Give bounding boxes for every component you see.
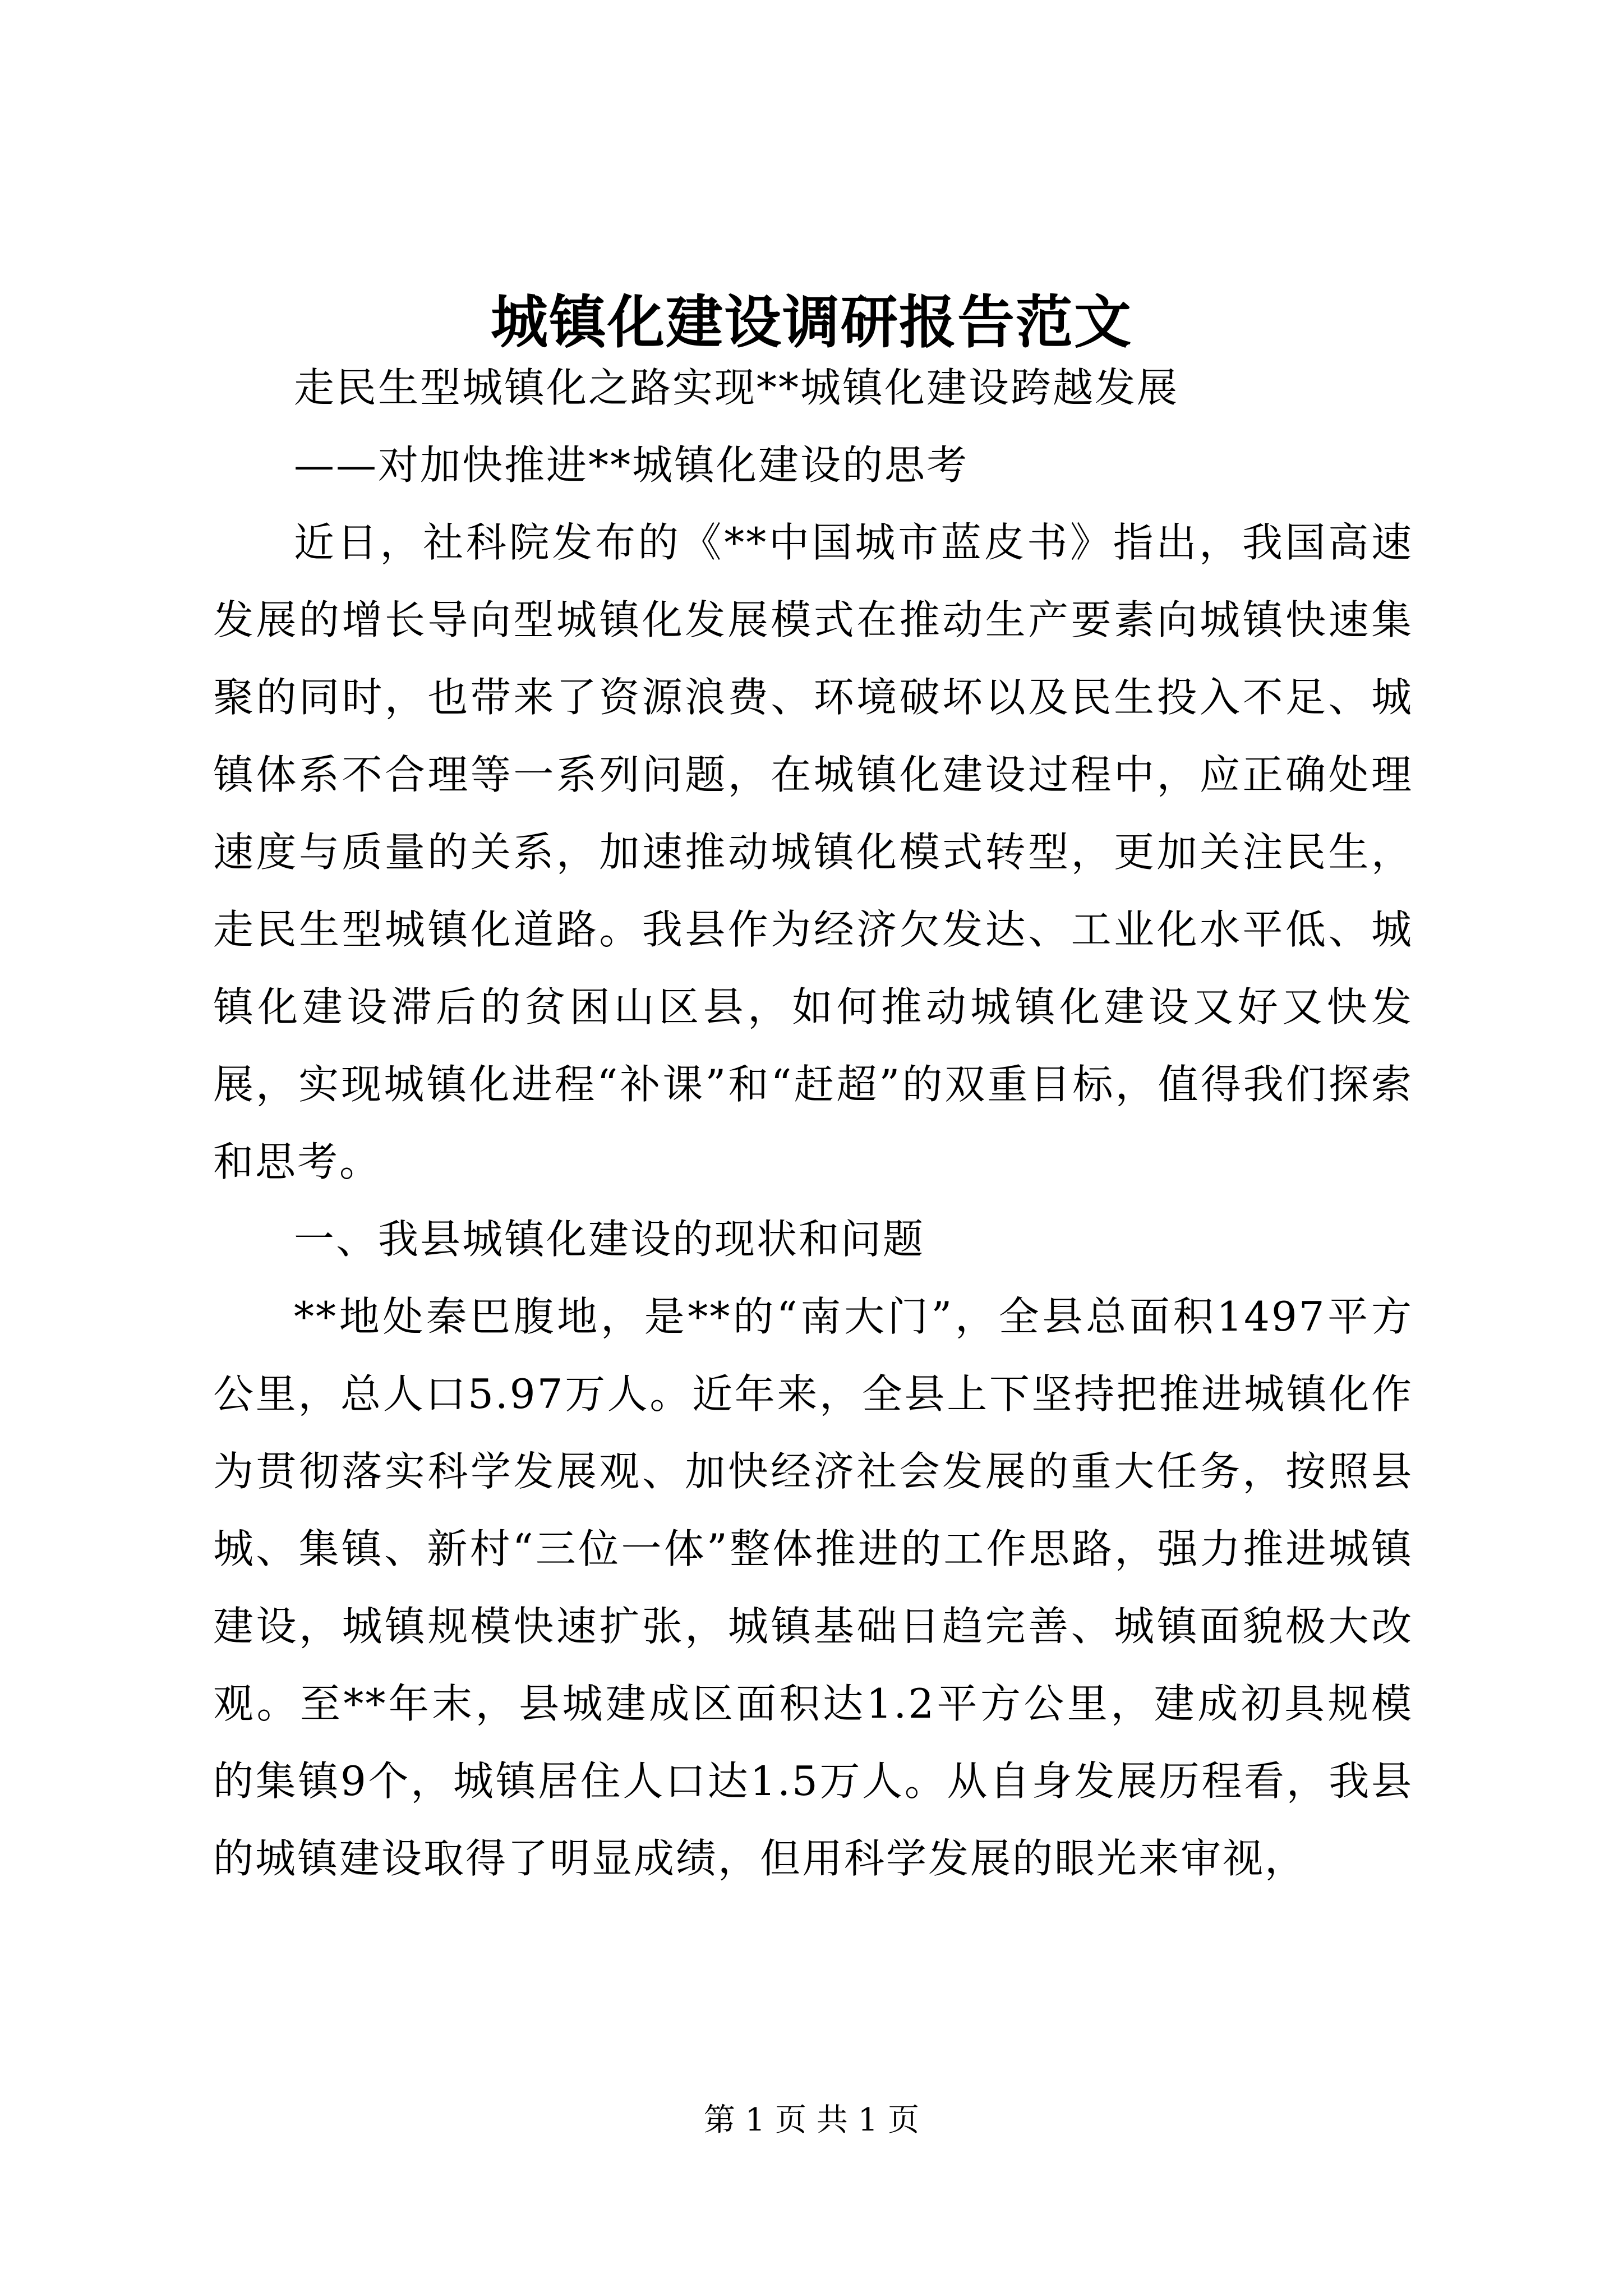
page-footer: 第 1 页 共 1 页 — [703, 2102, 920, 2138]
status-paragraph: **地处秦巴腹地，是**的“南大门”，全县总面积1497平方公里，总人口5.97万人。近年来，全县上下坚持把推进城镇化作为贯彻落实科学发展观、加快经济社会发展的重大任务，按照县城、集镇、新村“三位一体”整体推进的工作思路，强力推进城镇建设，城镇规模快速扩张，城镇基础日趋完善、城镇面貌极大改观。至**年末，县城建成区面积达1.2平方公里，建成初具规模的集镇9个，城镇居住人口达1.5万人。从自身发展历程看，我县的城镇建设取得了明显成绩，但用科学发展的眼光来审视， — [213, 1293, 1413, 1882]
document-body — [213, 349, 1413, 1897]
document-title: 城镇化建设调研报告范文 — [491, 289, 1132, 356]
intro-paragraph: 近日，社科院发布的《**中国城市蓝皮书》指出，我国高速发展的增长导向型城镇化发展模式在推动生产要素向城镇快速集聚的同时，也带来了资源浪费、环境破坏以及民生投入不足、城镇体系不合理等一系列问题，在城镇化建设过程中，应正确处理速度与质量的关系，加速推动城镇化模式转型，更加关注民生，走民生型城镇化道路。我县作为经济欠发达、工业化水平低、城镇化建设滞后的贫困山区县，如何推动城镇化建设又好又快发展，实现城镇化进程“补课”和“赶超”的双重目标，值得我们探索和思考。 — [213, 519, 1413, 1185]
section-heading: 一、我县城镇化建设的现状和问题 — [294, 1216, 925, 1263]
subtitle-paragraph: 走民生型城镇化之路实现**城镇化建设跨越发展 — [294, 364, 1179, 411]
subtitle-dash-paragraph: ——对加快推进**城镇化建设的思考 — [294, 441, 969, 489]
